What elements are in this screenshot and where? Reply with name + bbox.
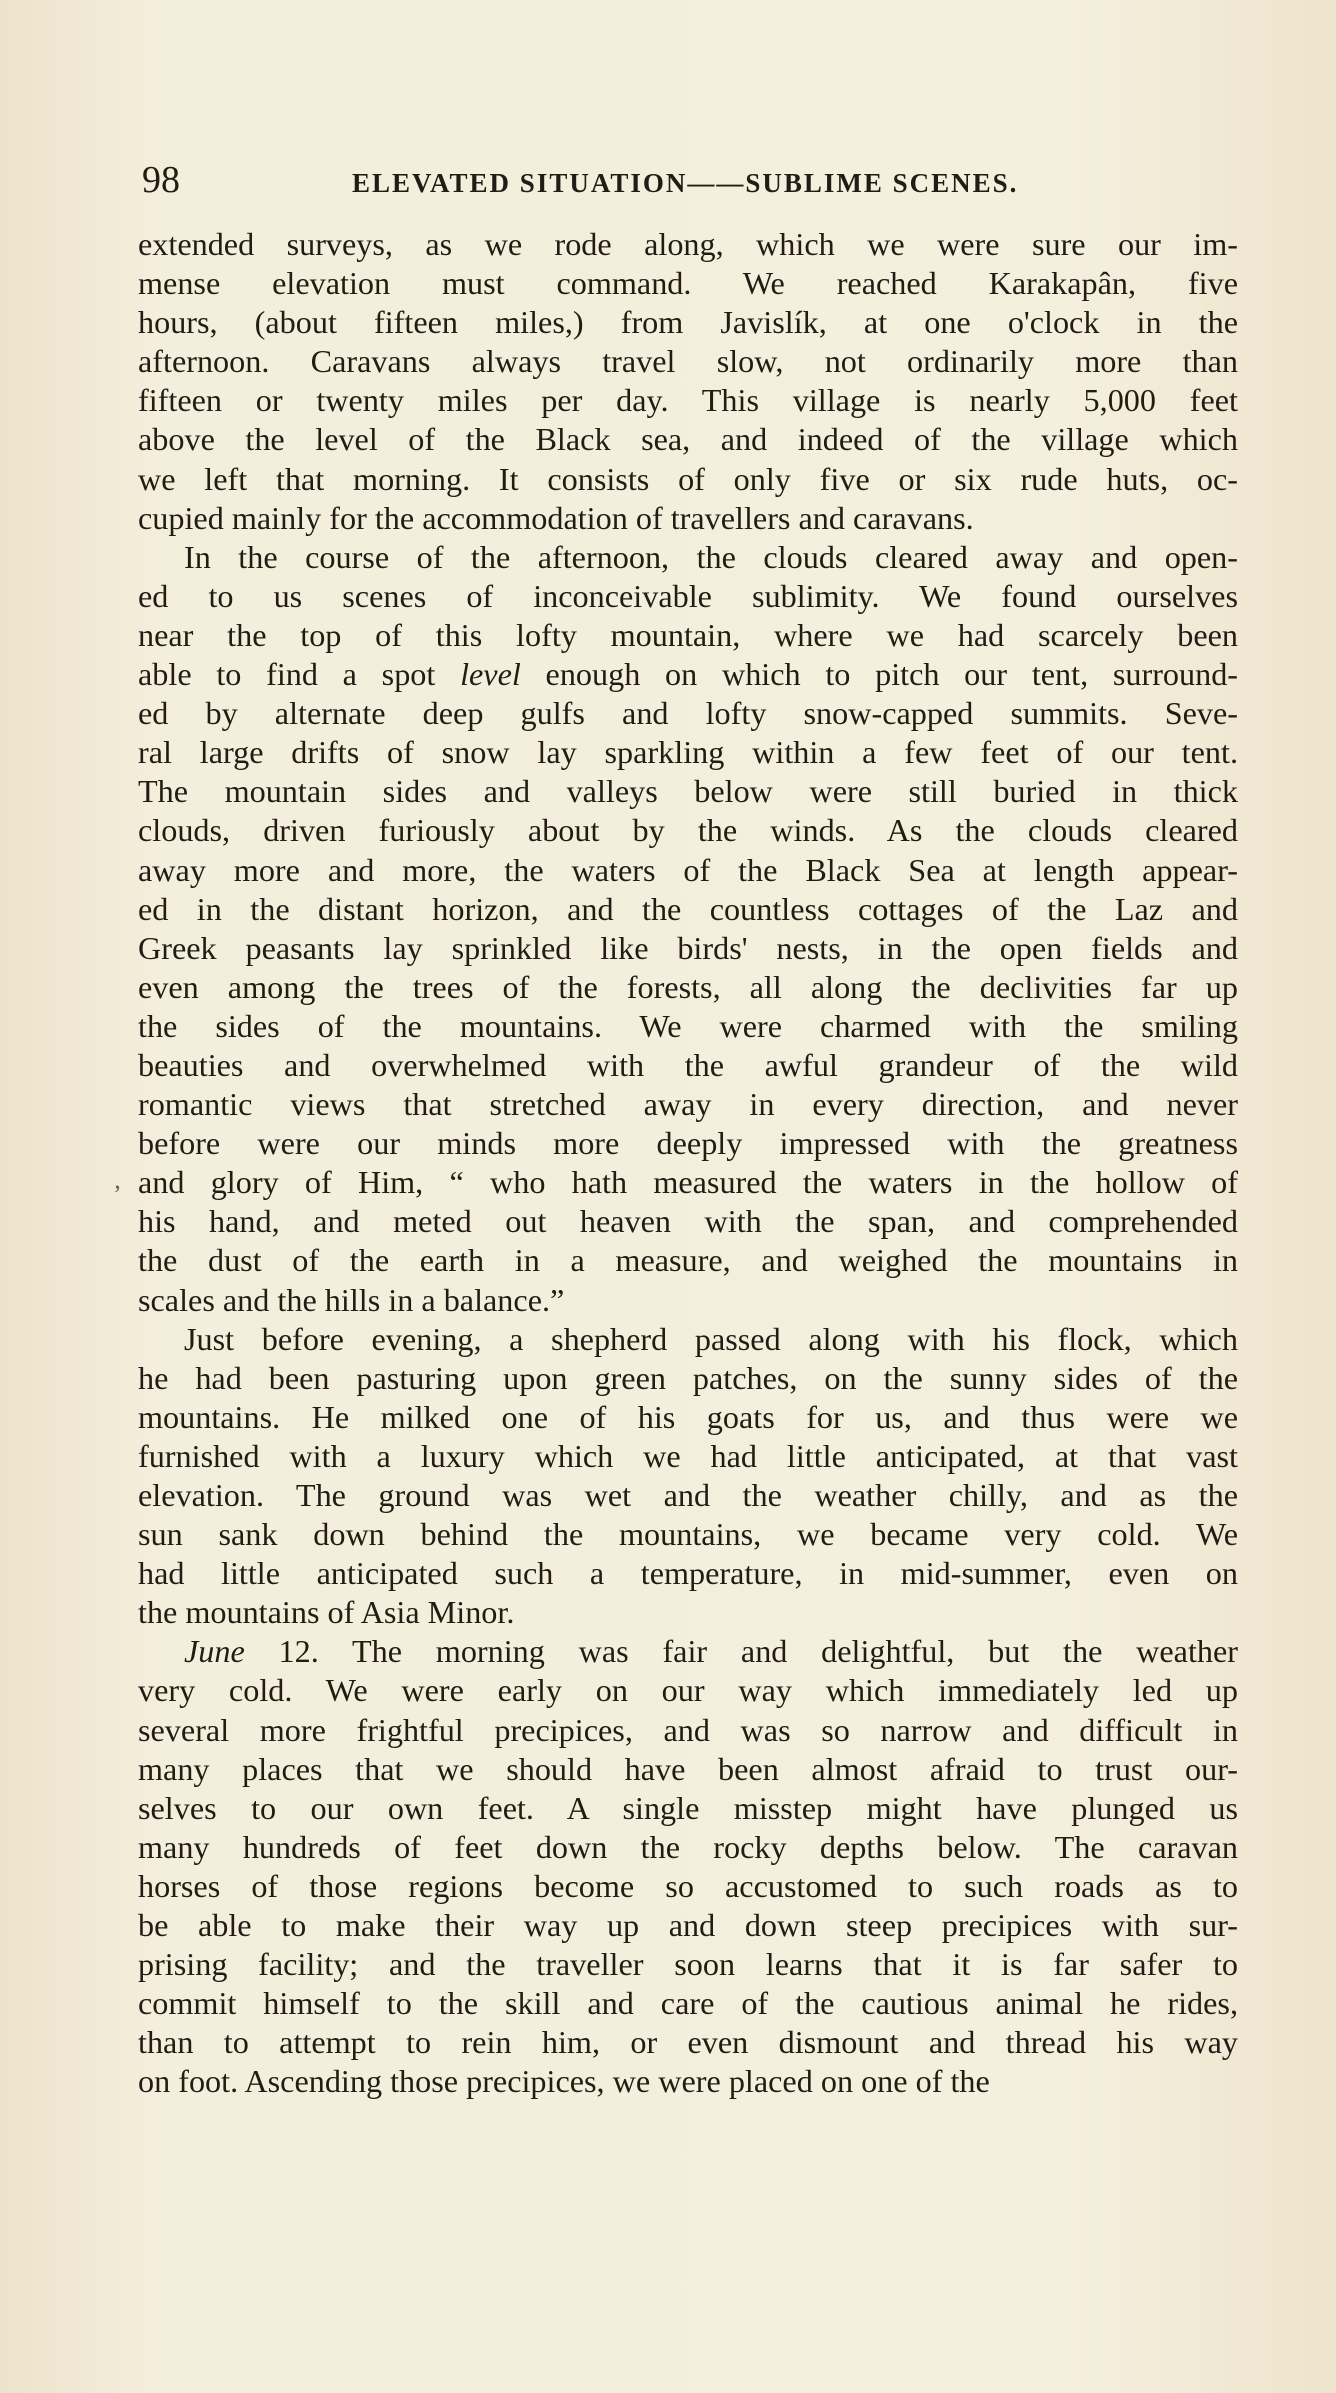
text-line: his hand, and meted out heaven with the span, and comprehended <box>138 1203 1238 1240</box>
body-text <box>138 225 1238 2102</box>
text-line: mountains. He milked one of his goats for us, and thus were we <box>138 1398 1238 1435</box>
text-line: selves to our own feet. A single misstep might have plunged us <box>138 1789 1238 1826</box>
text-line: be able to make their way up and down steep precipices with sur- <box>138 1907 1238 1944</box>
text-line: than to attempt to rein him, or even dismount and thread his way <box>138 2024 1238 2061</box>
text-line: Greek peasants lay sprinkled like birds' nests, in the open fields and <box>138 929 1238 966</box>
text-line: June 12. The morning was fair and delightful, but the weather <box>184 1633 1238 1670</box>
text-line: had little anticipated such a temperature, in mid-summer, even on <box>138 1555 1238 1592</box>
text-line: horses of those regions become so accustomed to such roads as to <box>138 1867 1238 1904</box>
text-line: ed by alternate deep gulfs and lofty snow-capped summits. Seve- <box>138 695 1238 732</box>
text-line: above the level of the Black sea, and indeed of the village which <box>138 421 1238 458</box>
page-number: 98 <box>142 159 180 201</box>
text-line: ed in the distant horizon, and the countless cottages of the Laz and <box>138 890 1238 927</box>
text-line: The mountain sides and valleys below were still buried in thick <box>138 773 1238 810</box>
date-june: June <box>184 1633 245 1670</box>
text-line: ed to us scenes of inconceivable sublimity. We found ourselves <box>138 577 1238 614</box>
text-line: the dust of the earth in a measure, and weighed the mountains in <box>138 1242 1238 1279</box>
text-line: hours, (about fifteen miles,) from Javislík, at one o'clock in the <box>138 304 1238 341</box>
text-line: In the course of the afternoon, the clouds cleared away and open- <box>184 538 1238 575</box>
text-line: we left that morning. It consists of only five or six rude huts, oc- <box>138 460 1238 497</box>
text-line: the mountains of Asia Minor. <box>138 1594 515 1631</box>
text-line: beauties and overwhelmed with the awful grandeur of the wild <box>138 1046 1238 1083</box>
text-line: commit himself to the skill and care of the cautious animal he rides, <box>138 1985 1238 2022</box>
running-head: ELEVATED SITUATION——SUBLIME SCENES. <box>352 168 1019 198</box>
text-line: mense elevation must command. We reached Karakapân, five <box>138 265 1238 302</box>
text-line: scales and the hills in a balance.” <box>138 1281 565 1318</box>
text-line: ral large drifts of snow lay sparkling within a few feet of our tent. <box>138 734 1238 771</box>
text-line: many places that we should have been almost afraid to trust our- <box>138 1750 1238 1787</box>
text-line: many hundreds of feet down the rocky depths below. The caravan <box>138 1828 1238 1865</box>
text-line: cupied mainly for the accommodation of travellers and caravans. <box>138 499 974 536</box>
text-line: prising facility; and the traveller soon learns that it is far safer to <box>138 1946 1238 1983</box>
text-line: he had been pasturing upon green patches, on the sunny sides of the <box>138 1359 1238 1396</box>
text-line: afternoon. Caravans always travel slow, not ordinarily more than <box>138 343 1238 380</box>
text-line: even among the trees of the forests, all along the declivities far up <box>138 968 1238 1005</box>
text-line: clouds, driven furiously about by the winds. As the clouds cleared <box>138 812 1238 849</box>
text-line: the sides of the mountains. We were charmed with the smiling <box>138 1007 1238 1044</box>
margin-mark: ʼ <box>113 1180 122 1209</box>
text-line: romantic views that stretched away in every direction, and never <box>138 1086 1238 1123</box>
page-header <box>142 150 1202 210</box>
emphasis-level: level <box>460 656 521 693</box>
text-line: furnished with a luxury which we had little anticipated, at that vast <box>138 1437 1238 1474</box>
text-line: able to find a spot level enough on which to pitch our tent, surround- <box>138 656 1239 693</box>
text-line: elevation. The ground was wet and the weather chilly, and as the <box>138 1477 1238 1513</box>
text-line: very cold. We were early on our way which immediately led up <box>138 1672 1238 1709</box>
text-line: on foot. Ascending those precipices, we were placed on one of the <box>138 2063 990 2100</box>
text-line: and glory of Him, “ who hath measured the waters in the hollow of <box>138 1164 1238 1201</box>
text-line: Just before evening, a shepherd passed along with his flock, which <box>184 1320 1238 1357</box>
text-line: fifteen or twenty miles per day. This village is nearly 5,000 feet <box>138 382 1238 419</box>
text-line: before were our minds more deeply impressed with the greatness <box>138 1125 1238 1162</box>
text-line: away more and more, the waters of the Black Sea at length appear- <box>138 851 1238 888</box>
text-line: several more frightful precipices, and was so narrow and difficult in <box>138 1711 1238 1748</box>
text-line: near the top of this lofty mountain, where we had scarcely been <box>138 616 1238 653</box>
text-line: sun sank down behind the mountains, we became very cold. We <box>138 1516 1238 1553</box>
text-line: extended surveys, as we rode along, which we were sure our im- <box>138 226 1238 262</box>
